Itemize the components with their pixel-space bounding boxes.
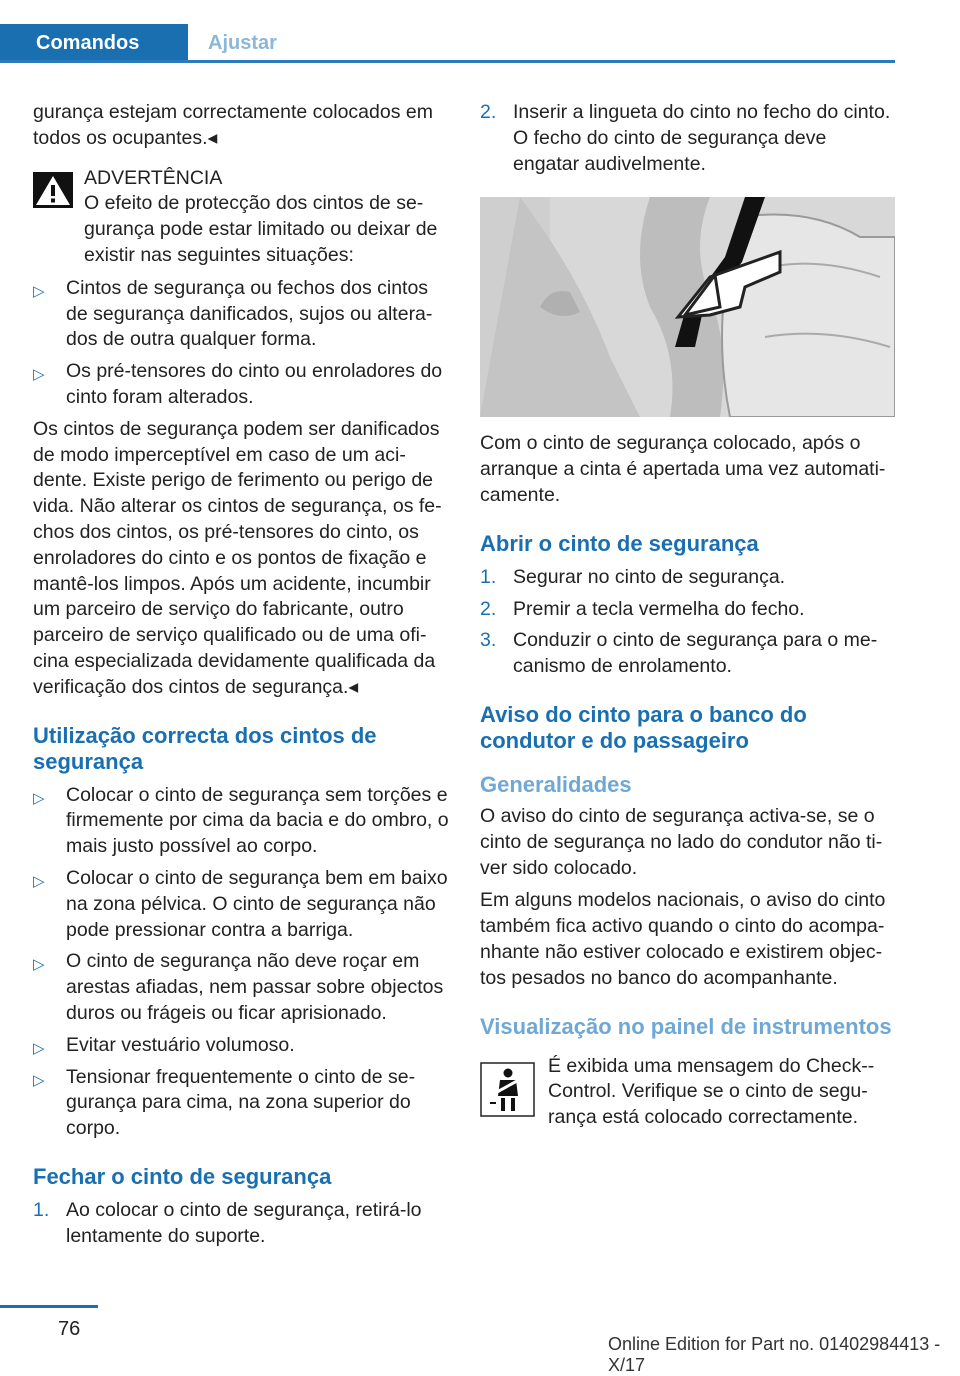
step-item: 1. Segurar no cinto de segurança.	[480, 565, 786, 588]
triangle-bullet-icon: ▷	[33, 956, 45, 974]
step-item: 3. Conduzir o cinto de segurança para o mecanismo de enrolamento.	[480, 629, 878, 678]
heading-correct-use: Utilização correcta dos cintos de segurança	[33, 722, 377, 774]
footer-rule	[0, 1305, 98, 1308]
general-text-1: O aviso do cinto de segurança activa-se, se o cinto de segurança no lado do condutor não tiver sido colocado.	[480, 804, 883, 879]
heading-belt-warning: Aviso do cinto para o banco do condutor e do passageiro	[480, 701, 807, 753]
step-item: 2. Premir a tecla vermelha do fecho.	[480, 597, 805, 620]
belt-indicator-row	[480, 1054, 895, 1131]
seatbelt-buckle-photo	[480, 197, 895, 417]
open-steps	[480, 565, 895, 680]
tab-comandos[interactable]: Comandos	[0, 24, 188, 62]
list-item: ▷ Cintos de segurança ou fechos dos cintos de segurança danificados, sujos ou alterados de outra qualquer forma.	[33, 276, 433, 351]
heading-open-belt: Abrir o cinto de segurança	[480, 530, 759, 556]
subheading-general: Generalidades	[480, 771, 632, 797]
triangle-bullet-icon: ▷	[33, 872, 45, 890]
seatbelt-warning-icon	[480, 1062, 535, 1117]
correct-use-list	[33, 783, 453, 1142]
list-item: ▷ Colocar o cinto de segurança sem torções e firmemente por cima da bacia e do ombro, o mais justo possível ao corpo.	[33, 783, 449, 858]
header-rule	[0, 60, 895, 63]
list-item: ▷ Os pré-tensores do cinto ou enroladores do cinto foram alterados.	[33, 360, 443, 408]
header-tabs	[0, 24, 295, 62]
warning-text: O efeito de protecção dos cintos de segurança pode estar limitado ou deixar de existir nas seguintes situações:	[84, 192, 438, 266]
photo-caption: Com o cinto de segurança colocado, após o arranque a cinta é apertada uma vez automaticamente.	[480, 432, 886, 506]
warning-title: ADVERTÊNCIA	[84, 166, 223, 189]
belt-indicator-text: É exibida uma mensagem do Check-Control. Verifique se o cinto de segurança está colocado correctamente.	[548, 1054, 875, 1129]
triangle-bullet-icon: ▷	[33, 1039, 45, 1057]
triangle-bullet-icon: ▷	[33, 366, 45, 384]
triangle-bullet-icon: ▷	[33, 1071, 45, 1089]
warning-triangle-icon	[33, 172, 73, 208]
intro-text: gurança estejam correctamente colocados em todos os ocupantes.◂	[33, 101, 433, 149]
list-item: ▷ Evitar vestuário volumoso.	[33, 1033, 453, 1059]
triangle-bullet-icon: ▷	[33, 789, 45, 807]
general-text-2: Em alguns modelos nacionais, o aviso do cinto também fica activo quando o cinto do acompanhante não estiver colocado e existirem objectos pesados no banco do acompanhante.	[480, 889, 886, 989]
subheading-instrument-panel: Visualização no painel de instrumentos	[480, 1013, 892, 1039]
edition-note: Online Edition for Part no. 01402984413 - X/17	[608, 1334, 941, 1375]
fasten-steps	[33, 1198, 453, 1250]
tab-ajustar[interactable]: Ajustar	[208, 32, 277, 54]
warning-block	[33, 166, 453, 269]
triangle-bullet-icon: ▷	[33, 282, 45, 300]
warning-body: Os cintos de segurança podem ser danificados de modo imperceptível em caso de um acidente. Existe perigo de ferimento ou perigo de vida. Não alterar os cintos de segurança, os fechos dos cintos, os pré-tensores do cinto, os enroladores do cinto e os pontos de fixação e mantê-los limpos. Após um acidente, incumbir um parceiro de serviço do fabricante, outro parceiro de serviço qualificado ou de uma oficina especializada devidamente qualificada da verificação dos cintos de segurança.◂	[33, 417, 442, 698]
page-number: 76	[58, 1318, 81, 1340]
list-item: ▷ O cinto de segurança não deve roçar em arestas afiadas, nem passar sobre objectos duros ou frágeis ou ficar aprisionado.	[33, 950, 444, 1024]
step-item: 1. Ao colocar o cinto de segurança, retirá-lo lentamente do suporte.	[33, 1198, 422, 1247]
warning-list	[33, 276, 453, 411]
list-item: ▷ Tensionar frequentemente o cinto de segurança para cima, na zona superior do corpo.	[33, 1065, 416, 1140]
right-column	[480, 100, 895, 1138]
fasten-steps-continued	[480, 100, 895, 177]
list-item: ▷ Colocar o cinto de segurança bem em baixo na zona pélvica. O cinto de segurança não pode pressionar contra a barriga.	[33, 866, 448, 941]
heading-fasten-belt: Fechar o cinto de segurança	[33, 1163, 332, 1189]
left-column	[33, 100, 453, 1255]
step-item: 2. Inserir a lingueta do cinto no fecho do cinto. O fecho do cinto de segurança deve engatar audivelmente.	[480, 101, 891, 175]
